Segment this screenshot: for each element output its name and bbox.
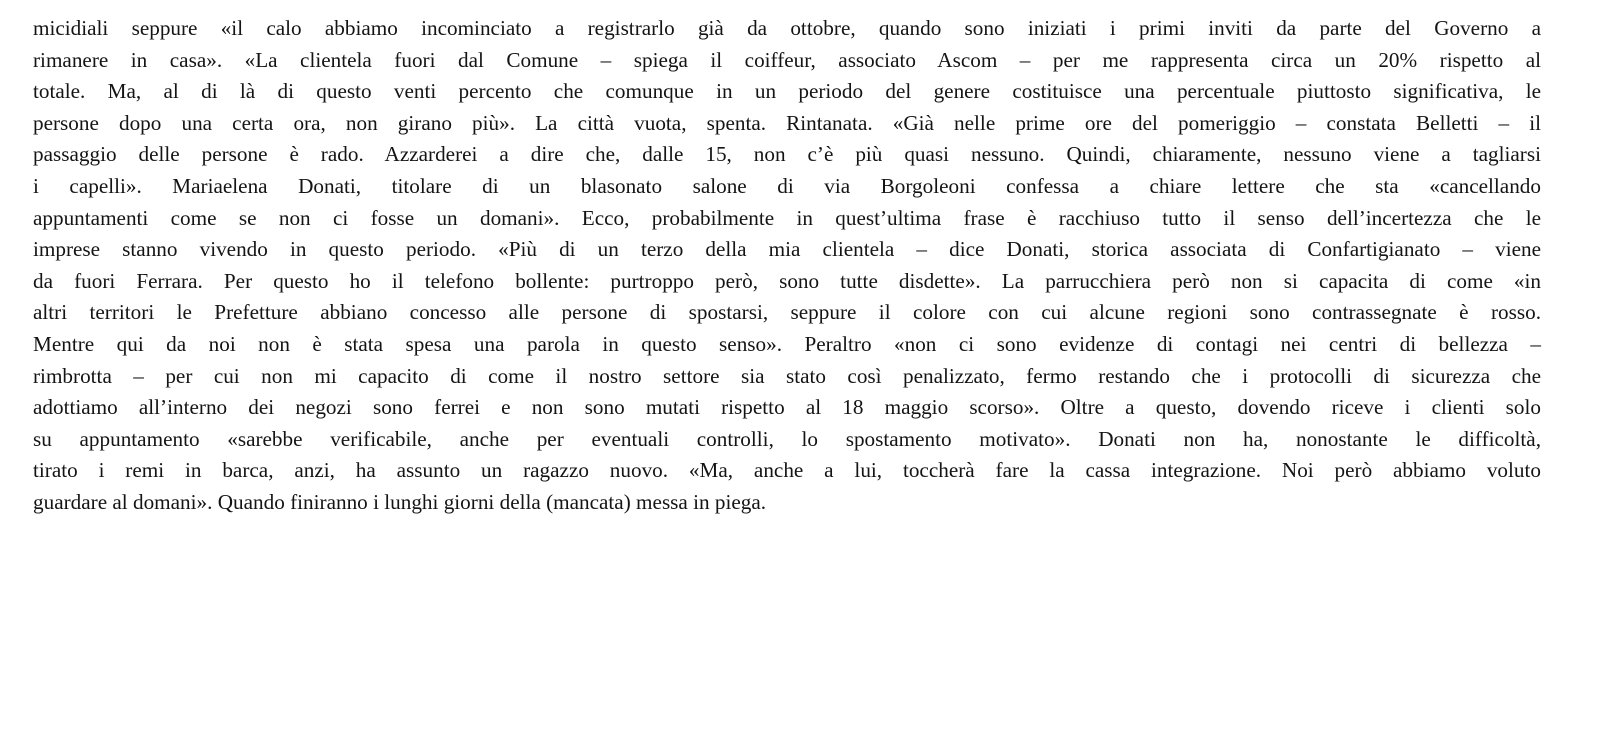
article-line: adottiamo all’interno dei negozi sono ferrei e non sono mutati rispetto al 18 maggio scorso». Oltre a questo, dovendo riceve i clienti solo <box>33 395 1541 420</box>
article-line: micidiali seppure «il calo abbiamo incominciato a registrarlo già da ottobre, quando sono iniziati i primi inviti da parte del Governo a <box>33 16 1541 40</box>
article-line: i capelli». Mariaelena Donati, titolare di un blasonato salone di via Borgoleoni confessa a chiare lettere che sta «cancellando <box>33 173 1541 198</box>
article-line: totale. Ma, al di là di questo venti percento che comunque in un periodo del genere costituisce una percentuale piuttosto significativa, le <box>33 79 1541 104</box>
article-line: rimanere in casa». «La clientela fuori dal Comune – spiega il coiffeur, associato Ascom – per me rappresenta circa un 20% rispetto al <box>33 47 1541 72</box>
article-line: appuntamenti come se non ci fosse un domani». Ecco, probabilmente in quest’ultima frase è racchiuso tutto il senso dell’incertezza che le <box>33 205 1541 230</box>
article-line: tirato i remi in barca, anzi, ha assunto un ragazzo nuovo. «Ma, anche a lui, toccherà fare la cassa integrazione. Noi però abbiamo voluto <box>33 458 1541 483</box>
article-line: da fuori Ferrara. Per questo ho il telefono bollente: purtroppo però, sono tutte disdette». La parrucchiera però non si capacita di come «in <box>33 268 1541 293</box>
article-line: su appuntamento «sarebbe verificabile, anche per eventuali controlli, lo spostamento motivato». Donati non ha, nonostante le difficoltà, <box>33 426 1541 451</box>
article-line-last: guardare al domani». Quando finiranno i lunghi giorni della (mancata) messa in piega. <box>33 489 767 514</box>
article-line: rimbrotta – per cui non mi capacito di come il nostro settore sia stato così penalizzato, fermo restando che i protocolli di sicurezza che <box>33 363 1541 388</box>
article-line: persone dopo una certa ora, non girano più». La città vuota, spenta. Rintanata. «Già nelle prime ore del pomeriggio – constata Belletti – il <box>33 110 1541 135</box>
article-line: Mentre qui da noi non è stata spesa una parola in questo senso». Peraltro «non ci sono evidenze di contagi nei centri di bellezza – <box>33 331 1541 356</box>
article-line: imprese stanno vivendo in questo periodo. «Più di un terzo della mia clientela – dice Donati, storica associata di Confartigianato – viene <box>33 237 1541 262</box>
article-line: altri territori le Prefetture abbiano concesso alle persone di spostarsi, seppure il colore con cui alcune regioni sono contrassegnate è rosso. <box>33 300 1541 325</box>
article-paragraph <box>33 13 1541 519</box>
article-line: passaggio delle persone è rado. Azzarderei a dire che, dalle 15, non c’è più quasi nessuno. Quindi, chiaramente, nessuno viene a tagliarsi <box>33 142 1541 167</box>
